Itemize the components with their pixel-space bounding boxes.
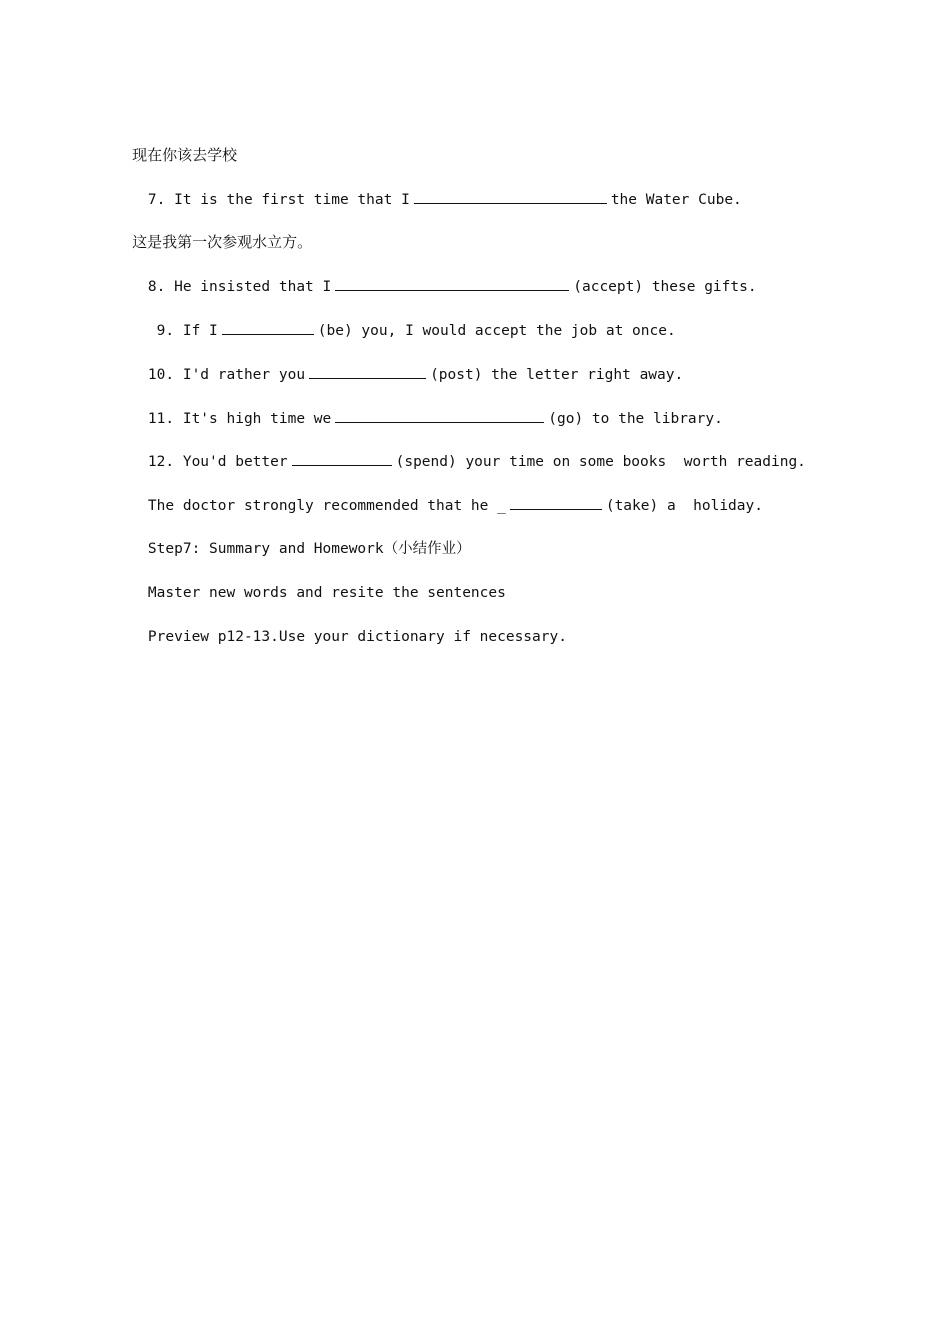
- answer-blank[interactable]: [309, 364, 426, 379]
- exercise-text-after: (accept) these gifts.: [573, 279, 757, 295]
- exercise-13: [113, 475, 763, 514]
- answer-blank[interactable]: [510, 495, 602, 510]
- translation-text: 这是我第一次参观水立方。: [132, 233, 313, 251]
- exercise-text-before: 11. It's high time we: [147, 411, 332, 427]
- exercise-text-after: the Water Cube.: [610, 192, 742, 208]
- exercise-text-after: (post) the letter right away.: [430, 367, 684, 383]
- homework-item-2: [113, 607, 567, 645]
- exercise-text-before: 12. You'd better: [147, 454, 288, 470]
- exercise-12: [113, 431, 806, 470]
- exercise-text-before: 8. He insisted that I: [147, 279, 332, 295]
- answer-blank[interactable]: [335, 276, 569, 291]
- heading-text: Step7: Summary and Homework（小结作业）: [147, 541, 471, 557]
- exercise-text-before: 10. I'd rather you: [147, 367, 306, 383]
- answer-blank[interactable]: [222, 320, 314, 335]
- translation-line-6: [113, 125, 238, 164]
- exercise-text-after: (be) you, I would accept the job at once.: [317, 323, 676, 339]
- homework-text: Master new words and resite the sentences: [147, 585, 506, 601]
- exercise-text-before: 9. If I: [147, 323, 218, 339]
- exercise-text-after: (spend) your time on some books worth reading.: [395, 454, 806, 470]
- answer-blank[interactable]: [335, 408, 544, 423]
- section-heading-step7: [113, 519, 471, 557]
- exercise-10: [113, 344, 684, 383]
- exercise-7: [113, 169, 742, 208]
- homework-item-1: [113, 563, 506, 601]
- answer-blank[interactable]: [292, 451, 392, 466]
- homework-text: Preview p12-13.Use your dictionary if necessary.: [147, 629, 567, 645]
- exercise-text-before: The doctor strongly recommended that he _: [147, 498, 506, 514]
- exercise-text-after: (take) a holiday.: [605, 498, 763, 514]
- exercise-text-before: 7. It is the first time that I: [147, 192, 410, 208]
- translation-line-7: [113, 212, 313, 251]
- exercise-8: [113, 256, 757, 295]
- translation-text: 现在你该去学校: [132, 146, 238, 164]
- exercise-11: [113, 388, 723, 427]
- exercise-text-after: (go) to the library.: [548, 411, 723, 427]
- exercise-9: [113, 300, 676, 339]
- answer-blank[interactable]: [414, 189, 607, 204]
